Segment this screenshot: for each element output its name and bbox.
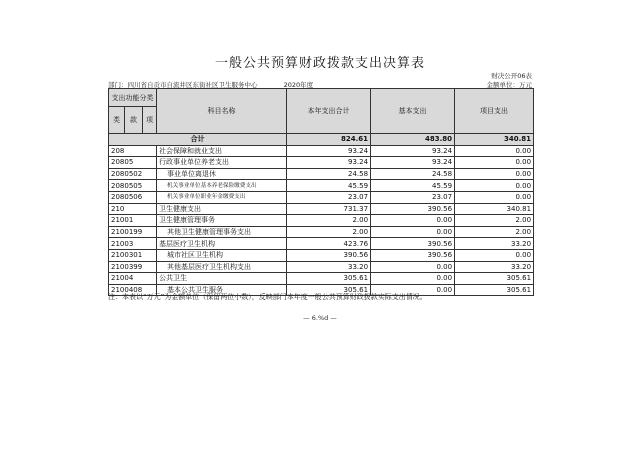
row-basic: 93.24 — [371, 157, 455, 169]
row-total: 305.61 — [287, 273, 371, 285]
row-code: 2100408 — [109, 284, 157, 296]
row-total: 305.61 — [287, 284, 371, 296]
form-code: 财决公开06表 — [491, 72, 532, 80]
row-subject-name: 其他卫生健康管理事务支出 — [157, 226, 287, 238]
department-label: 部门：四川省自贡市自流井区东街社区卫生服务中心 — [108, 81, 258, 89]
header-total: 本年支出合计 — [287, 89, 371, 134]
total-label: 合计 — [109, 134, 287, 146]
row-basic: 0.00 — [371, 273, 455, 285]
expenditure-table — [108, 88, 534, 296]
row-code: 210 — [109, 203, 157, 215]
row-code: 21004 — [109, 273, 157, 285]
table-row — [109, 249, 534, 261]
row-project: 305.61 — [455, 273, 534, 285]
row-basic: 0.00 — [371, 261, 455, 273]
table-row — [109, 157, 534, 169]
row-total: 423.76 — [287, 238, 371, 250]
row-subject-name: 卫生健康管理事务 — [157, 215, 287, 227]
table-row — [109, 215, 534, 227]
row-subject-name: 公共卫生 — [157, 273, 287, 285]
row-total: 93.24 — [287, 157, 371, 169]
row-basic: 24.58 — [371, 168, 455, 180]
header-xiang: 项 — [143, 107, 157, 134]
table-row — [109, 203, 534, 215]
row-subject-name: 机关事业单位基本养老保险缴费支出 — [157, 180, 287, 192]
table-row — [109, 273, 534, 285]
row-basic: 0.00 — [371, 215, 455, 227]
row-total: 23.07 — [287, 191, 371, 203]
page-number: — 6.%d — — [303, 314, 337, 322]
row-project: 0.00 — [455, 145, 534, 157]
table-footnote: 注：本表以“万元”为金额单位（保留两位小数），反映部门本年度一般公共预算财政拨款实际支出情况。 — [108, 293, 427, 301]
row-basic: 0.00 — [371, 284, 455, 296]
row-basic: 390.56 — [371, 249, 455, 261]
row-project: 0.00 — [455, 180, 534, 192]
row-total: 93.24 — [287, 145, 371, 157]
table-row — [109, 145, 534, 157]
amount-unit: 金额单位：万元 — [486, 81, 532, 89]
row-code: 2080505 — [109, 180, 157, 192]
row-code: 2100399 — [109, 261, 157, 273]
row-code: 2100199 — [109, 226, 157, 238]
table-row — [109, 261, 534, 273]
table-row — [109, 168, 534, 180]
row-project: 0.00 — [455, 157, 534, 169]
row-total: 24.58 — [287, 168, 371, 180]
row-code: 2100301 — [109, 249, 157, 261]
header-function-category: 支出功能分类 — [109, 89, 157, 107]
row-code: 20805 — [109, 157, 157, 169]
row-project: 2.00 — [455, 215, 534, 227]
header-lei: 类 — [109, 107, 125, 134]
row-basic: 45.59 — [371, 180, 455, 192]
row-project: 2.00 — [455, 226, 534, 238]
row-subject-name: 其他基层医疗卫生机构支出 — [157, 261, 287, 273]
table-row — [109, 238, 534, 250]
table-row — [109, 226, 534, 238]
row-project: 33.20 — [455, 238, 534, 250]
row-subject-name: 机关事业单位职业年金缴费支出 — [157, 191, 287, 203]
header-basic: 基本支出 — [371, 89, 455, 134]
row-basic: 390.56 — [371, 203, 455, 215]
row-total: 731.37 — [287, 203, 371, 215]
total-project: 340.81 — [455, 134, 534, 146]
row-basic: 93.24 — [371, 145, 455, 157]
table-row — [109, 191, 534, 203]
row-total: 390.56 — [287, 249, 371, 261]
row-subject-name: 事业单位离退休 — [157, 168, 287, 180]
row-project: 340.81 — [455, 203, 534, 215]
row-code: 21003 — [109, 238, 157, 250]
row-code: 208 — [109, 145, 157, 157]
row-project: 33.20 — [455, 261, 534, 273]
row-code: 2080506 — [109, 191, 157, 203]
total-amount: 824.61 — [287, 134, 371, 146]
row-subject-name: 基本公共卫生服务 — [157, 284, 287, 296]
row-project: 0.00 — [455, 249, 534, 261]
row-project: 305.61 — [455, 284, 534, 296]
row-subject-name: 基层医疗卫生机构 — [157, 238, 287, 250]
row-subject-name: 卫生健康支出 — [157, 203, 287, 215]
row-project: 0.00 — [455, 191, 534, 203]
row-basic: 0.00 — [371, 226, 455, 238]
page-title: 一般公共预算财政拨款支出决算表 — [214, 56, 425, 71]
total-basic: 483.80 — [371, 134, 455, 146]
row-total: 2.00 — [287, 226, 371, 238]
header-subject-name: 科目名称 — [157, 89, 287, 134]
header-project: 项目支出 — [455, 89, 534, 134]
row-subject-name: 行政事业单位养老支出 — [157, 157, 287, 169]
row-total: 2.00 — [287, 215, 371, 227]
row-code: 2080502 — [109, 168, 157, 180]
row-total: 45.59 — [287, 180, 371, 192]
table-row — [109, 180, 534, 192]
row-subject-name: 社会保障和就业支出 — [157, 145, 287, 157]
row-basic: 23.07 — [371, 191, 455, 203]
row-basic: 390.56 — [371, 238, 455, 250]
header-kuan: 款 — [125, 107, 143, 134]
row-total: 33.20 — [287, 261, 371, 273]
row-code: 21001 — [109, 215, 157, 227]
report-year: 2020年度 — [283, 81, 314, 89]
row-project: 0.00 — [455, 168, 534, 180]
total-row — [109, 134, 534, 146]
row-subject-name: 城市社区卫生机构 — [157, 249, 287, 261]
